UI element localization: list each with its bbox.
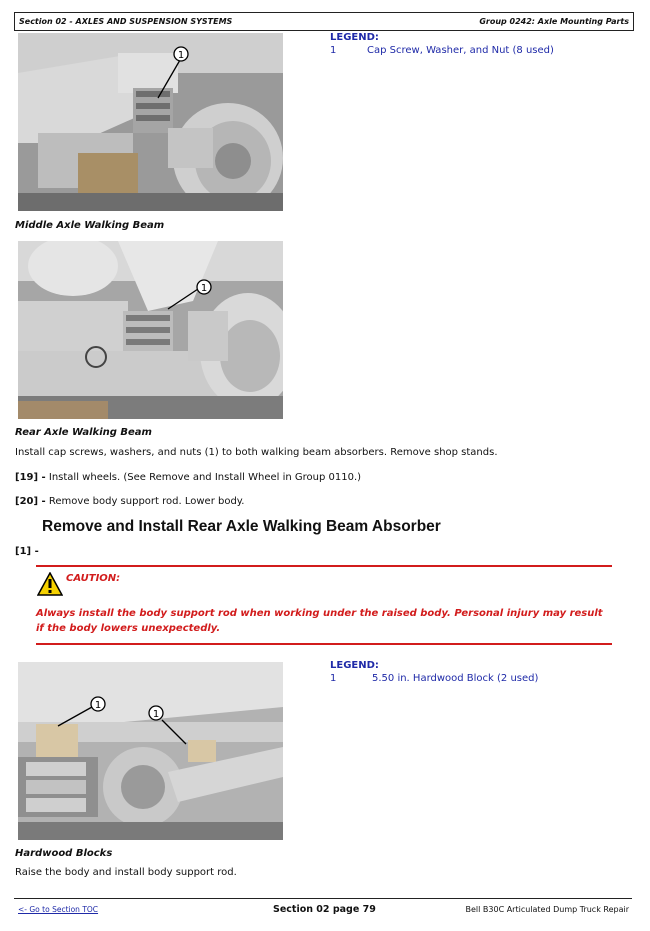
legend-hardwood-block — [330, 659, 539, 685]
caution-bottom-rule — [36, 643, 612, 645]
photo3-callout-2: 1 — [152, 709, 160, 720]
section-heading: Remove and Install Rear Axle Walking Beam Absorber — [42, 518, 441, 535]
step-19 — [15, 472, 361, 483]
step-19-text: Install wheels. (See Remove and Install Wheel in Group 0110.) — [48, 472, 362, 483]
page-header — [14, 12, 634, 31]
photo1-callout: 1 — [177, 50, 185, 61]
photo3-callout-1: 1 — [94, 700, 102, 711]
legend-item-number: 1 — [330, 45, 337, 56]
legend-item-text: 5.50 in. Hardwood Block (2 used) — [372, 673, 539, 684]
photo2-callout: 1 — [200, 283, 208, 294]
caption-hardwood-blocks: Hardwood Blocks — [15, 848, 113, 859]
legend-item — [330, 44, 554, 57]
photo-middle-axle — [18, 33, 283, 211]
legend-item-text: Cap Screw, Washer, and Nut (8 used) — [367, 45, 554, 56]
instruction-install-cap-screws: Install cap screws, washers, and nuts (1) to both walking beam absorbers. Remove shop stands. — [15, 447, 498, 458]
photo-hardwood-blocks — [18, 662, 283, 840]
legend-cap-screw — [330, 31, 554, 57]
legend-item — [330, 672, 539, 685]
legend-title: LEGEND: — [330, 32, 379, 43]
step-19-label: [19] - — [15, 472, 46, 483]
step-20-label: [20] - — [15, 496, 46, 507]
step-1-label: [1] - — [15, 546, 39, 557]
page-number: Section 02 page 79 — [273, 904, 376, 915]
step-20-text: Remove body support rod. Lower body. — [48, 496, 245, 507]
legend-title: LEGEND: — [330, 660, 379, 671]
caution-label: CAUTION: — [66, 573, 121, 584]
caption-rear-axle: Rear Axle Walking Beam — [15, 427, 152, 438]
go-to-section-toc-link[interactable]: <- Go to Section TOC — [18, 905, 99, 914]
caution-top-rule — [36, 565, 612, 567]
step-20 — [15, 496, 244, 507]
document-title: Bell B30C Articulated Dump Truck Repair — [465, 905, 629, 914]
header-group-title: Group 0242: Axle Mounting Parts — [479, 17, 629, 26]
legend-item-number: 1 — [330, 673, 337, 684]
caption-middle-axle: Middle Axle Walking Beam — [15, 220, 165, 231]
step-1 — [15, 546, 39, 557]
header-section-title: Section 02 - AXLES AND SUSPENSION SYSTEMS — [19, 17, 233, 26]
page-footer — [14, 898, 632, 915]
instruction-raise-body: Raise the body and install body support rod. — [15, 867, 237, 878]
caution-text: Always install the body support rod when working under the raised body. Personal injury may result if the body lowers unexpectedly. — [36, 608, 603, 634]
warning-triangle-icon — [37, 572, 63, 596]
photo-rear-axle — [18, 241, 283, 419]
